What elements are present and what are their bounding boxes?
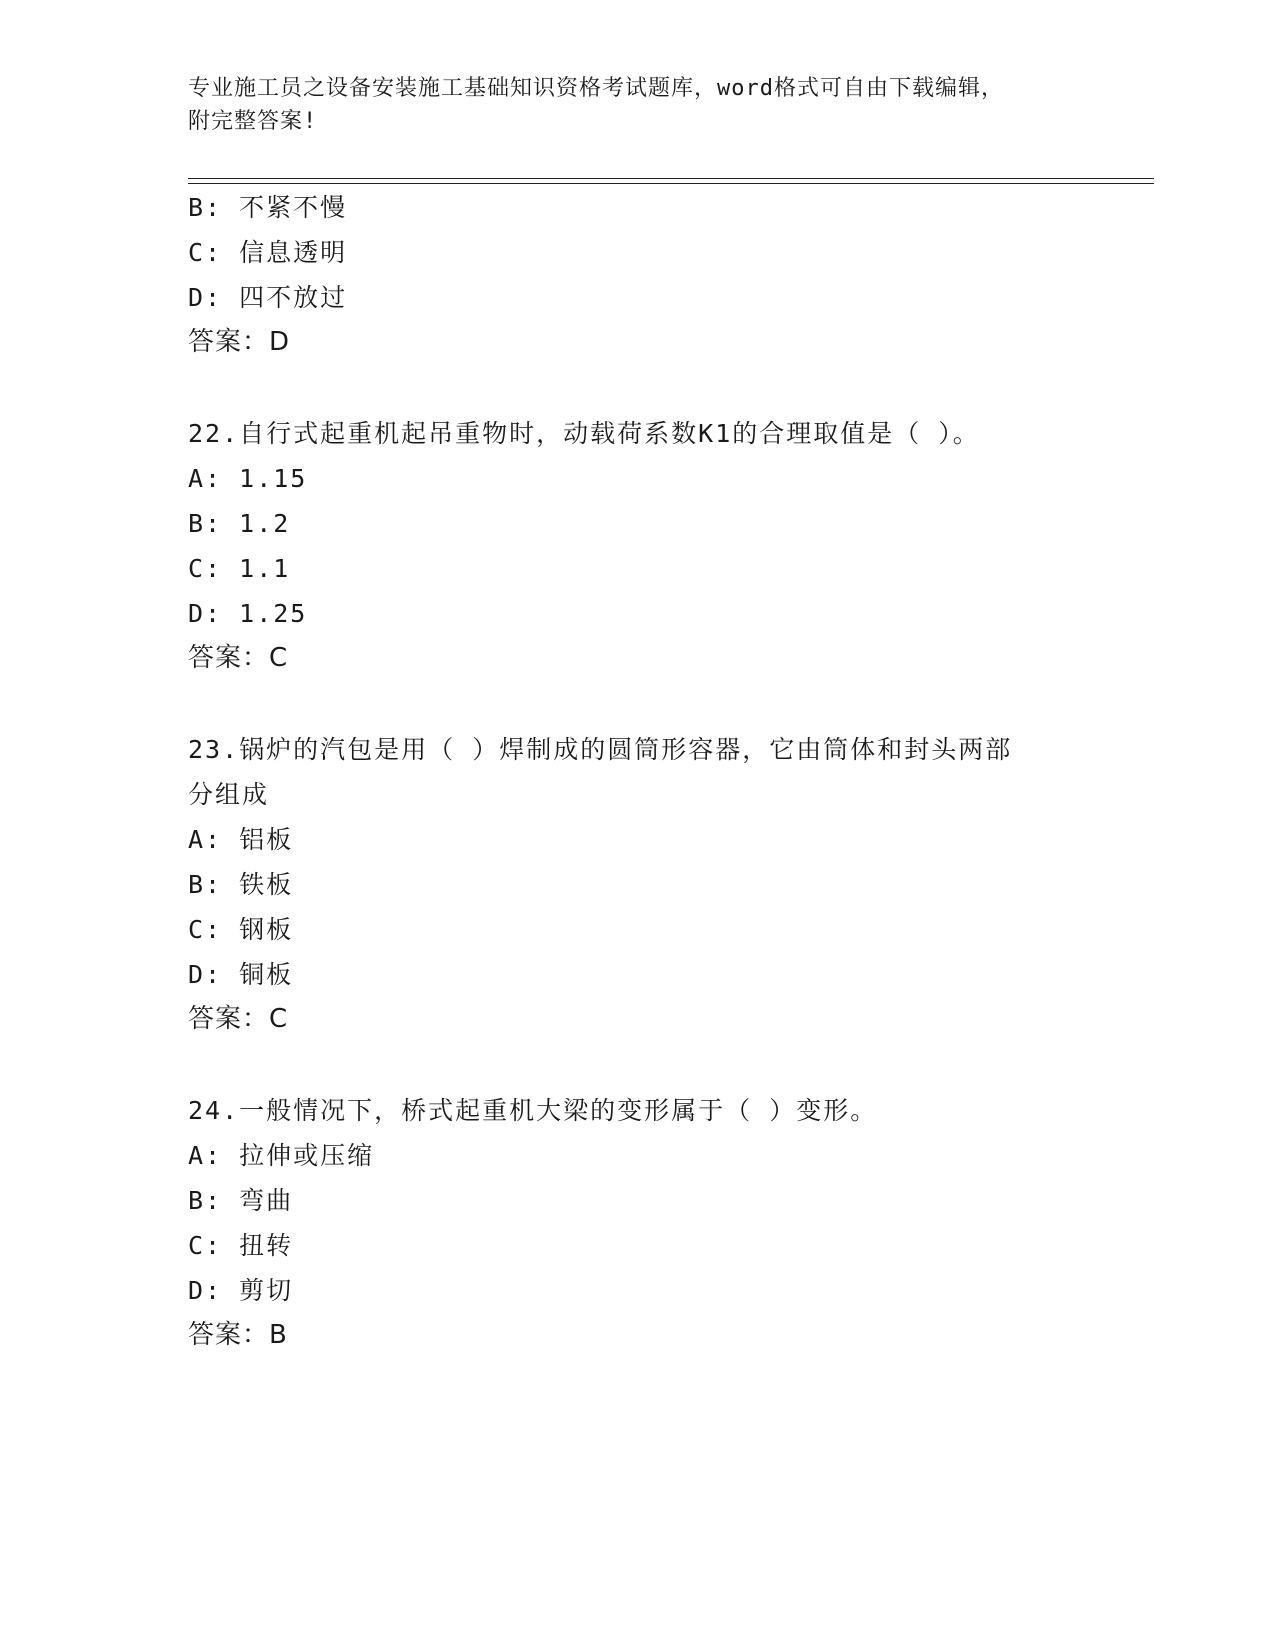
header-divider-bottom (188, 183, 1154, 184)
q21-answer: 答案：D (188, 327, 291, 357)
q22-answer: 答案：C (188, 643, 289, 673)
q22-question: 22.自行式起重机起吊重物时，动载荷系数K1的合理取值是（ ）。 (188, 419, 980, 448)
q23-answer: 答案：C (188, 1004, 289, 1034)
q24-option-b: B: 弯曲 (188, 1186, 294, 1215)
q23-question-line-1: 23.锅炉的汽包是用（ ）焊制成的圆筒形容器，它由筒体和封头两部 (188, 735, 1013, 764)
q22-option-c: C: 1.1 (188, 554, 291, 583)
q23-question-line-2: 分组成 (188, 780, 270, 809)
header-line-1: 专业施工员之设备安装施工基础知识资格考试题库，word格式可自由下载编辑， (188, 76, 1004, 101)
q24-option-d: D: 剪切 (188, 1276, 294, 1305)
q23-option-a: A: 铝板 (188, 825, 294, 854)
q24-answer: 答案：B (188, 1320, 288, 1350)
q23-option-b: B: 铁板 (188, 870, 294, 899)
q22-option-a: A: 1.15 (188, 464, 308, 493)
q23-option-d: D: 铜板 (188, 960, 294, 989)
q21-option-c: C: 信息透明 (188, 238, 348, 267)
q24-option-c: C: 扭转 (188, 1231, 294, 1260)
header-line-2: 附完整答案! (188, 109, 318, 134)
q21-option-b: B: 不紧不慢 (188, 193, 348, 222)
header-divider-top (188, 178, 1154, 179)
q24-question: 24.一般情况下，桥式起重机大梁的变形属于（ ）变形。 (188, 1096, 878, 1125)
q24-option-a: A: 拉伸或压缩 (188, 1141, 375, 1170)
q23-option-c: C: 钢板 (188, 915, 294, 944)
q22-option-b: B: 1.2 (188, 509, 291, 538)
q21-option-d: D: 四不放过 (188, 283, 348, 312)
q22-option-d: D: 1.25 (188, 599, 308, 628)
document-header (188, 72, 1068, 138)
